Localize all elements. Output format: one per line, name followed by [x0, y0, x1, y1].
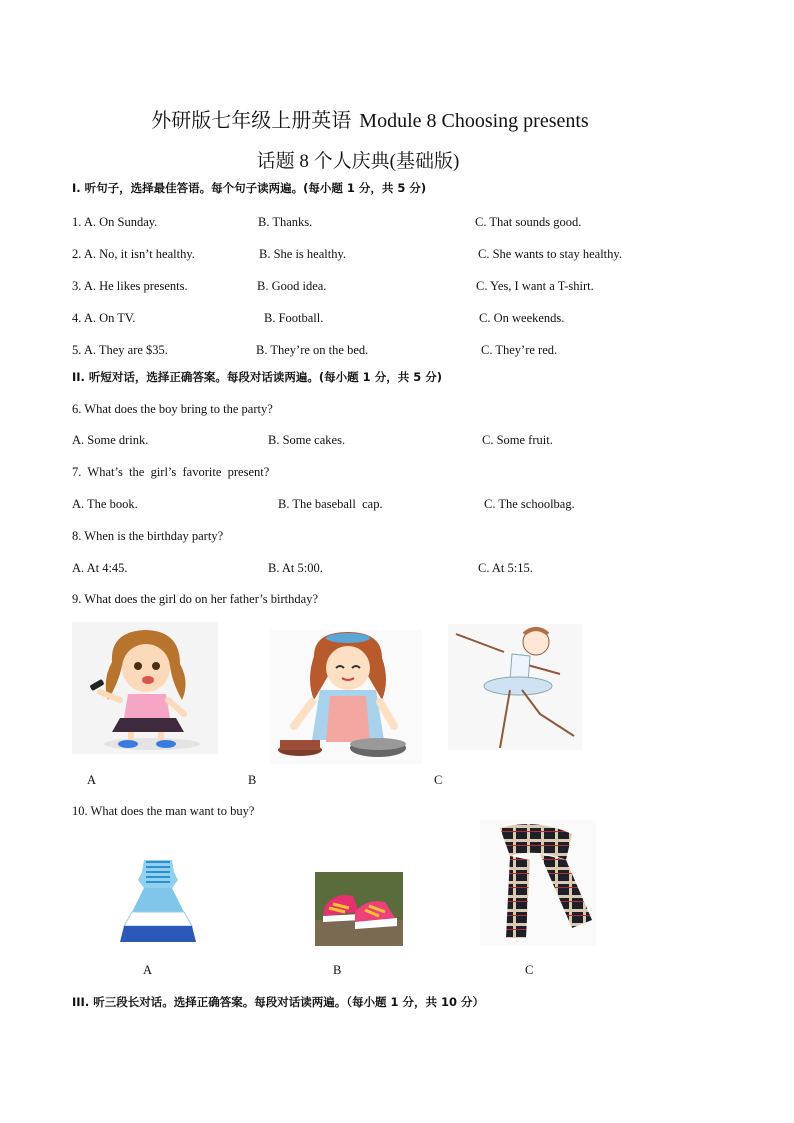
page-subtitle: 话题 8 个人庆典(基础版): [256, 151, 460, 172]
title-en: Module 8 Choosing presents: [359, 110, 589, 132]
q7-b: B. The baseball cap.: [278, 497, 383, 511]
q2-c: C. She wants to stay healthy.: [478, 247, 622, 261]
q7-c: C. The schoolbag.: [484, 497, 575, 511]
q8-question: 8. When is the birthday party?: [72, 529, 224, 543]
q8-c: C. At 5:15.: [478, 561, 533, 575]
q4-c: C. On weekends.: [479, 311, 565, 325]
girl-dancing-image: [448, 624, 582, 750]
q6-c: C. Some fruit.: [482, 433, 553, 447]
section-2-heading: II. 听短对话，选择正确答案。每段对话读两遍。(每小题 1 分，共 5 分): [72, 370, 442, 384]
q5-a: 5. A. They are $35.: [72, 343, 168, 357]
q10-label-a: A: [143, 963, 153, 977]
q5-c: C. They’re red.: [481, 343, 558, 357]
page-title: [0, 104, 740, 133]
q7-question: 7. What’s the girl’s favorite present?: [72, 465, 270, 479]
title-cn: 外研版七年级上册英语: [151, 110, 352, 132]
girl-cooking-image: [270, 630, 422, 764]
q6-question: 6. What does the boy bring to the party?: [72, 402, 273, 416]
q3-a: 3. A. He likes presents.: [72, 279, 188, 293]
q5-b: B. They’re on the bed.: [256, 343, 369, 357]
q8-a: A. At 4:45.: [72, 561, 128, 575]
q3-c: C. Yes, I want a T-shirt.: [476, 279, 594, 293]
q1-a: 1. A. On Sunday.: [72, 215, 158, 229]
section-3-heading: III. 听三段长对话。选择正确答案。每段对话读两遍。（每小题 1 分，共 10 分）: [72, 995, 484, 1009]
q8-b: B. At 5:00.: [268, 561, 323, 575]
q9-question: 9. What does the girl do on her father’s birthday?: [72, 592, 318, 606]
q9-label-b: B: [248, 773, 257, 787]
dress-image: [118, 858, 198, 944]
q4-b: B. Football.: [264, 311, 324, 325]
q2-b: B. She is healthy.: [259, 247, 347, 261]
q1-b: B. Thanks.: [258, 215, 313, 229]
q7-a: A. The book.: [72, 497, 138, 511]
q3-b: B. Good idea.: [257, 279, 327, 293]
q1-c: C. That sounds good.: [475, 215, 582, 229]
q4-a: 4. A. On TV.: [72, 311, 136, 325]
q10-label-c: C: [525, 963, 534, 977]
q10-question: 10. What does the man want to buy?: [72, 804, 255, 818]
q2-a: 2. A. No, it isn’t healthy.: [72, 247, 195, 261]
q9-label-a: A: [87, 773, 97, 787]
q10-label-b: B: [333, 963, 342, 977]
section-1-heading: I. 听句子，选择最佳答语。每个句子读两遍。(每小题 1 分，共 5 分): [72, 181, 427, 195]
girl-singing-image: [72, 622, 218, 754]
scarf-image: [480, 820, 596, 946]
q6-b: B. Some cakes.: [268, 433, 346, 447]
q6-a: A. Some drink.: [72, 433, 149, 447]
sneakers-image: [315, 872, 403, 946]
q9-label-c: C: [434, 773, 443, 787]
